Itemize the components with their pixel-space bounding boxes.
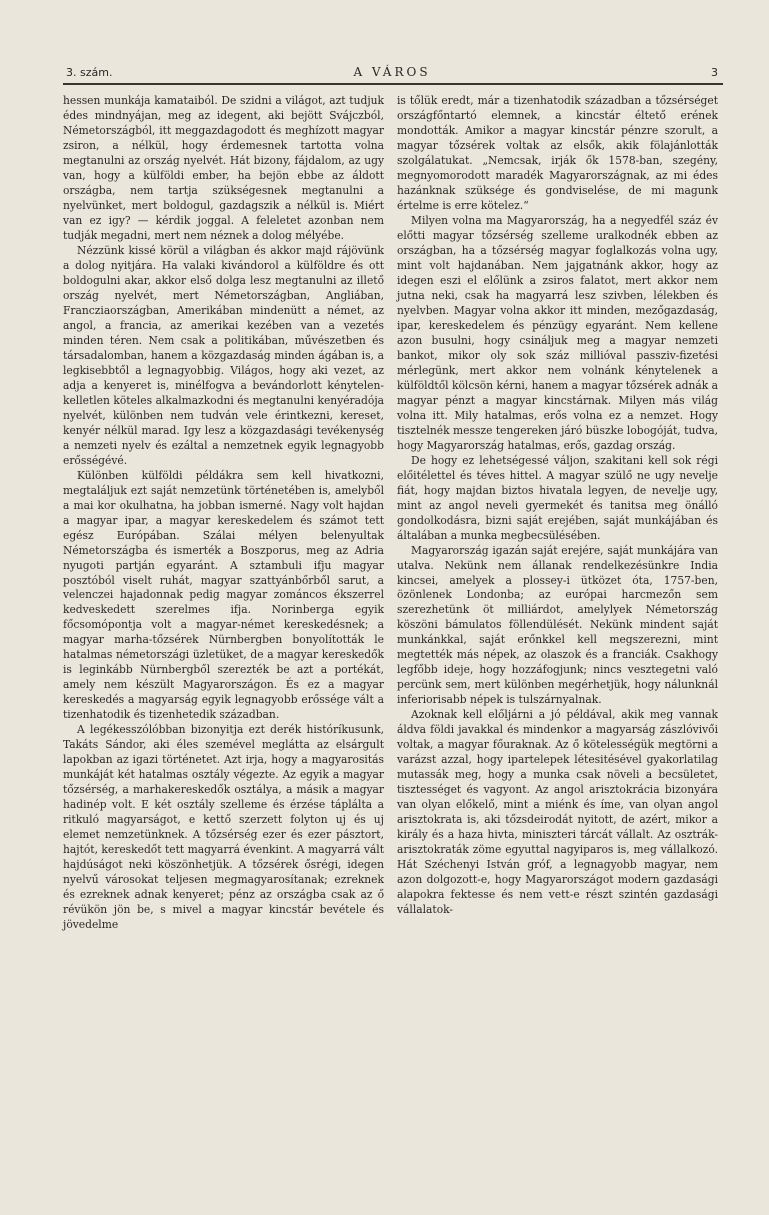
newspaper-title: A VÁROS — [353, 65, 431, 79]
paragraph: Milyen volna ma Magyarország, ha a negyedfél száz év előtti magyar tőzsérség szelleme uralkodnék ebben az országban, ha a tőzsérség magyar foglalkozás volna ugy, mint volt hajdanában. Nem jajgatnánk akkor, hogy az idegen eszi el előlünk a zsiros falatot, mert akkor nem jutna neki, csak ha magyarrá lesz szivben, lélekben és nyelvben. Magyar volna akkor itt minden, mezőgazdaság, ipar, kereskedelem és pénzügy egyaránt. Nem kellene azon busulni, hogy csináljuk meg a magyar nemzeti bankot, mikor oly sok száz millióval passziv-fizetési mérlegünk, mert akkor nem volnánk kénytelenek a külföldtől kölcsön kérni, hanem a magyar tőzsérek adnák a magyar pénzt a magyar kincstárnak. Milyen más világ volna itt. Mily hatalmas, erős volna ez a nemzet. Hogy tisztelnék messze tengereken járó büszke lobogóját, tudva, hogy Magyarország hatalmas, erős, gazdag ország. — [397, 213, 718, 452]
right-column — [397, 94, 718, 918]
paragraph: Azoknak kell előljárni a jó példával, akik meg vannak áldva földi javakkal és mindenkor a magyarság zászlóvivői voltak, a magyar főuraknak. Az ő kötelességük megtörni a varázst azzal, hogy ipartelepek létesitésével gyakorlatilag mutassák meg, hogy a munka csak növeli a becsületet, tisztességet és vagyont. Az angol arisztokrácia bizonyára van olyan előkelő, mint a miénk és íme, van olyan angol arisztokrata is, aki tőzsdeirodát nyitott, de azért, mikor a király és a haza hivta, miniszteri tárcát vállalt. Az osztrák-arisztokraták zöme egyuttal nagyiparos is, meg vállalkozó. Hát Széchenyi István gróf, a legnagyobb magyar, nem azon dolgozott-e, hogy Magyarországot modern gazdasági alapokra fektesse és nem vett-e részt szintén gazdasági vállalatok- — [397, 708, 718, 917]
paragraph: A legékesszólóbban bizonyitja ezt derék históríkusunk, Takáts Sándor, aki éles szemével meglátta az elsárgult lapokban az igazi történetet. Azt irja, hogy a magyarositás munkáját két hatalmas osztály végezte. Az egyik a magyar tőzsérség, a marhakereskedők osztálya, a másik a magyar hadinép volt. E két osztály szelleme és érzése táplálta a ritkuló magyarságot, e kettő szerzett folyton uj és uj elemet nemzetünknek. A tőzsérség ezer és ezer pásztort, hajtót, kereskedőt tett magyarrá évenkint. A magyarrá vált hajdúságot neki köszönhetjük. A tőzsérek ősrégi, idegen nyelvű városokat teljesen megmagyarosítanak; ezreknek és ezreknek adnak kenyeret; pénz az országba csak az ő révükön jön be, s mivel a magyar kincstár bevétele és jövedelme — [63, 723, 384, 932]
paragraph: De hogy ez lehetségessé váljon, szakitani kell sok régi előitélettel és téves hittel. A magyar szülő ne ugy nevelje fiát, hogy majdan biztos hivatala legyen, de nevelje ugy, mint az angol neveli gyermekét és tanitsa meg önálló gondolkodásra, bizni saját erejében, saját munkájában és általában a munka megbecsülésében. — [397, 453, 718, 542]
issue-number: 3. szám. — [66, 66, 113, 79]
paragraph: Nézzünk kissé körül a világban és akkor majd rájövünk a dolog nyitjára. Ha valaki kivándorol a külföldre és ott boldogulni akar, akkor első dolga lesz megtanulni az illető ország nyelvét, mert Németországban, Angliában, Francziaországban, Amerikában mindenütt a német, az angol, a francia, az amerikai kezében van a vezetés minden téren. Nem csak a politikában, művészetben és társadalomban, hanem a közgazdaság minden ágában is, a legkisebbtől a legnagyobbig. Világos, hogy aki vezet, az adja a kenyeret is, minélfogva a bevándorlott kénytelen-kelletlen köteles alkalmazkodni és megtanulni kenyéradója nyelvét, különben nem tudván vele érintkezni, kereset, kenyér nélkül marad. Igy lesz a közgazdasági tevékenység a nemzeti nyelv és ezáltal a nemzetnek egyik legnagyobb erősségévé. — [63, 243, 384, 467]
page-header — [66, 66, 718, 82]
page-number: 3 — [711, 66, 718, 79]
paragraph: hessen munkája kamataiból. De szidni a világot, azt tudjuk édes mindnyájan, meg az idegent, aki bejött Svájczból, Németországból, itt meggazdagodott és meghízott magyar zsiron, a nélkül, hogy érdemesnek tartotta volna megtanulni az ország nyelvét. Hát bizony, fájdalom, az ugy van, hogy a külföldi ember, ha bejön ebbe az áldott országba, nem tartja szükségesnek megtanulni a nyelvünket, mert boldogul, gazdagszik a nélkül is. Miért van ez igy? — kérdik joggal. A feleletet azonban nem tudják megadni, mert nem néznek a dolog mélyébe. — [63, 94, 384, 242]
paragraph: Különben külföldi példákra sem kell hivatkozni, megtaláljuk ezt saját nemzetünk történetében is, amelyből a mai kor okulhatna, ha jobban ismerné. Nagy volt hajdan a magyar ipar, a magyar kereskedelem és számot tett egész Európában. Szálai mélyen belenyultak Németországba és ismerték a Boszporus, meg az Adria nyugoti partján egyaránt. A sztambuli ifju magyar posztóból viselt ruhát, magyar szattyánbőrből sarut, a velenczei hajadonnak pedig magyar zománcos ékszerrel kedveskedett szerelmes ifja. Norinberga egyik főcsomópontja volt a magyar-német kereskedésnek; a magyar marha-tőzsérek Nürnbergben bonyolították le hatalmas németországi üzletüket, de a magyar kereskedők is leginkább Nürnbergből szerezték be azt a portékát, amely nem készült Magyarországon. És ez a magyar kereskedés a magyarság egyik legnagyobb erőssége vált a tizenhatodik és tizenhetedik században. — [63, 468, 384, 722]
paragraph: is tőlük eredt, már a tizenhatodik században a tőzsérséget országfőntartó elemnek, a kincstár éltető erének mondották. Amikor a magyar kincstár pénzre szorult, a magyar tőzsérek voltak az elsők, akik fölajánlották szolgálatukat. „Nemcsak, irják ők 1578-ban, szegény, megnyomorodott maradék Magyarországnak, az mi édes hazánknak szüksége és gondviselése, de mi magunk értelme is erre kötelez.“ — [397, 94, 718, 212]
header-rule — [63, 83, 723, 85]
left-column — [63, 94, 384, 933]
paragraph: Magyarország igazán saját erejére, saját munkájára van utalva. Nekünk nem állanak rendelkezésünkre India kincsei, amelyek a plossey-i ütközet óta, 1757-ben, özönlenek Londonba; az európai harcmezőn sem szerezhetünk öt milliárdot, amelylyek Németország köszöni bámulatos föllendülését. Nekünk mindent saját munkánkkal, saját erőnkkel kell megszerezni, mint megtették más népek, az olaszok és a franciák. Csakhogy legfőbb ideje, hogy hozzáfogjunk; nincs vesztegetni való percünk sem, mert különben megérhetjük, hogy nálunknál inferiorisabb népek is tulszárnyalnak. — [397, 543, 718, 707]
